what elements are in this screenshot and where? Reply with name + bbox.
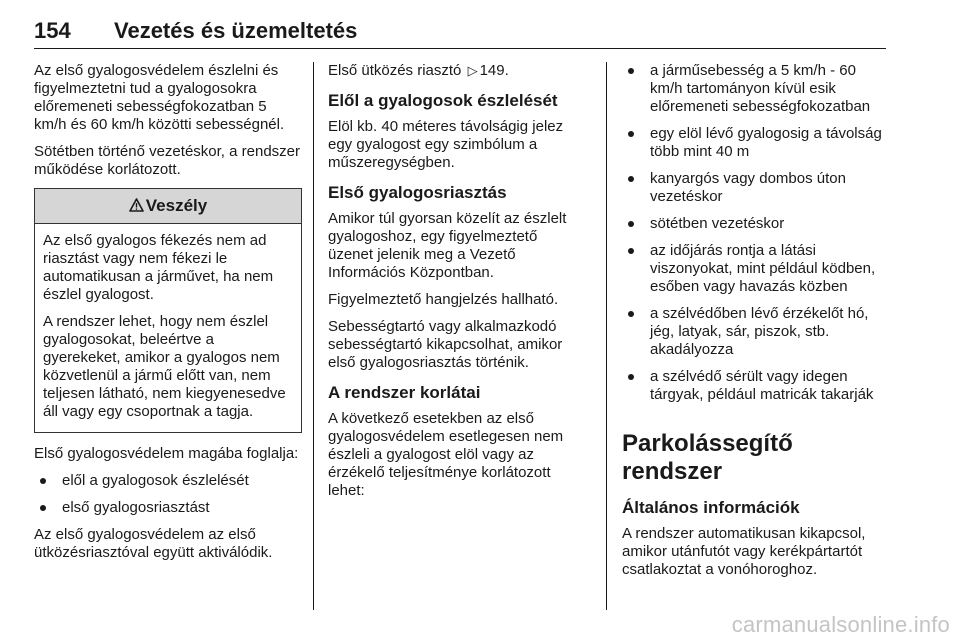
list-item-text: első gyalogosriasztást [62, 499, 210, 516]
paragraph: A következő esetekben az első gyalogosvédelem esetlegesen nem észleli a gyalogost elöl vagy az érzékelő teljesítménye korlátozott lehet: [328, 410, 564, 499]
section-heading: Parkolássegítő rendszer [622, 430, 793, 485]
paragraph: Első gyalogosvédelem magába foglalja: [34, 445, 299, 462]
list-item [34, 472, 302, 490]
reference-text: Első ütközés riasztó [328, 62, 462, 79]
watermark: carmanualsonline.info [731, 612, 950, 637]
column-2 [328, 62, 586, 509]
bullet-dot [40, 505, 46, 511]
list-item [622, 170, 890, 206]
paragraph: Sebességtartó vagy alkalmazkodó sebességtartó kikapcsolhat, amikor első gyalogosriasztás történik. [328, 318, 563, 371]
list-item-text: egy elöl lévő gyalogosig a távolság több mint 40 m [650, 125, 882, 160]
subheading: Általános információk [622, 498, 800, 517]
bullet-dot [628, 221, 634, 227]
subheading: Elől a gyalogosok észlelését [328, 91, 558, 110]
paragraph: A rendszer lehet, hogy nem észlel gyalogosokat, beleértve a gyerekeket, amikor a gyalogos nem közvetlenül a jármű előtt van, nem teljesen látható, nem kiegyenesedve áll vagy egy csoportnak a tagja. [43, 313, 286, 420]
paragraph: Az első gyalogosvédelem észlelni és figyelmeztetni tud a gyalogosokra előremeneti sebességfokozatban 5 km/h és 60 km/h közötti sebességnél. [34, 62, 285, 133]
list-item-text: elől a gyalogosok észlelését [62, 472, 249, 489]
bullet-dot [628, 311, 634, 317]
list-item [622, 125, 890, 161]
danger-body [35, 224, 301, 432]
list-item-text: a járműsebesség a 5 km/h - 60 km/h tartományon kívül esik előremeneti sebességfokozatban [650, 62, 871, 115]
bullet-dot [628, 131, 634, 137]
list-item-text: a szélvédőben lévő érzékelőt hó, jég, latyak, sár, piszok, stb. akadályozza [650, 305, 869, 358]
page-number: 154 [34, 18, 71, 43]
bullet-dot [628, 176, 634, 182]
column-divider [606, 62, 607, 610]
section-title: Vezetés és üzemeltetés [114, 18, 358, 43]
paragraph: Figyelmeztető hangjelzés hallható. [328, 291, 559, 308]
column-1 [34, 62, 302, 571]
list-item [622, 305, 890, 359]
warning-triangle-icon [129, 197, 144, 215]
list-item-text: a szélvédő sérült vagy idegen tárgyak, például matricák takarják [650, 368, 874, 403]
paragraph: Sötétben történő vezetéskor, a rendszer működése korlátozott. [34, 143, 300, 178]
danger-box [34, 188, 302, 433]
bullet-list [622, 62, 890, 404]
list-item-text: az időjárás rontja a látási viszonyokat, mint például ködben, esőben vagy havazás közben [650, 242, 876, 295]
bullet-dot [40, 478, 46, 484]
list-item-text: sötétben vezetéskor [650, 215, 785, 232]
subheading: A rendszer korlátai [328, 383, 481, 402]
bullet-list [34, 472, 302, 517]
list-item [622, 62, 890, 116]
list-item [622, 242, 890, 296]
paragraph: Az első gyalogos fékezés nem ad riasztást vagy nem fékezi le automatikusan a járművet, ha nem észlel gyalogost. [43, 232, 274, 303]
subheading: Első gyalogosriasztás [328, 183, 507, 202]
paragraph: Elöl kb. 40 méteres távolságig jelez egy gyalogost egy szimbólum a műszeregységben. [328, 118, 564, 171]
list-item [34, 499, 302, 517]
bullet-dot [628, 68, 634, 74]
list-item [622, 368, 890, 404]
paragraph [328, 62, 586, 80]
bullet-dot [628, 374, 634, 380]
paragraph: Az első gyalogosvédelem az első ütközésriasztóval együtt aktiválódik. [34, 526, 273, 561]
list-item-text: kanyargós vagy dombos úton vezetéskor [650, 170, 846, 205]
page-reference-arrow-icon: ▷ [467, 63, 478, 78]
page-header [34, 8, 886, 49]
column-3 [622, 62, 890, 588]
reference-page[interactable]: 149. [479, 62, 509, 79]
paragraph: A rendszer automatikusan kikapcsol, amikor utánfutót vagy kerékpártartót csatlakoztat a vonóhoroghoz. [622, 525, 866, 578]
paragraph: Amikor túl gyorsan közelít az észlelt gyalogoshoz, egy figyelmeztető üzenet jelenik meg a Vezető Információs Központban. [328, 210, 567, 281]
bullet-dot [628, 248, 634, 254]
danger-title: Veszély [145, 196, 208, 215]
danger-header [35, 189, 301, 224]
column-divider [313, 62, 314, 610]
list-item [622, 215, 890, 233]
